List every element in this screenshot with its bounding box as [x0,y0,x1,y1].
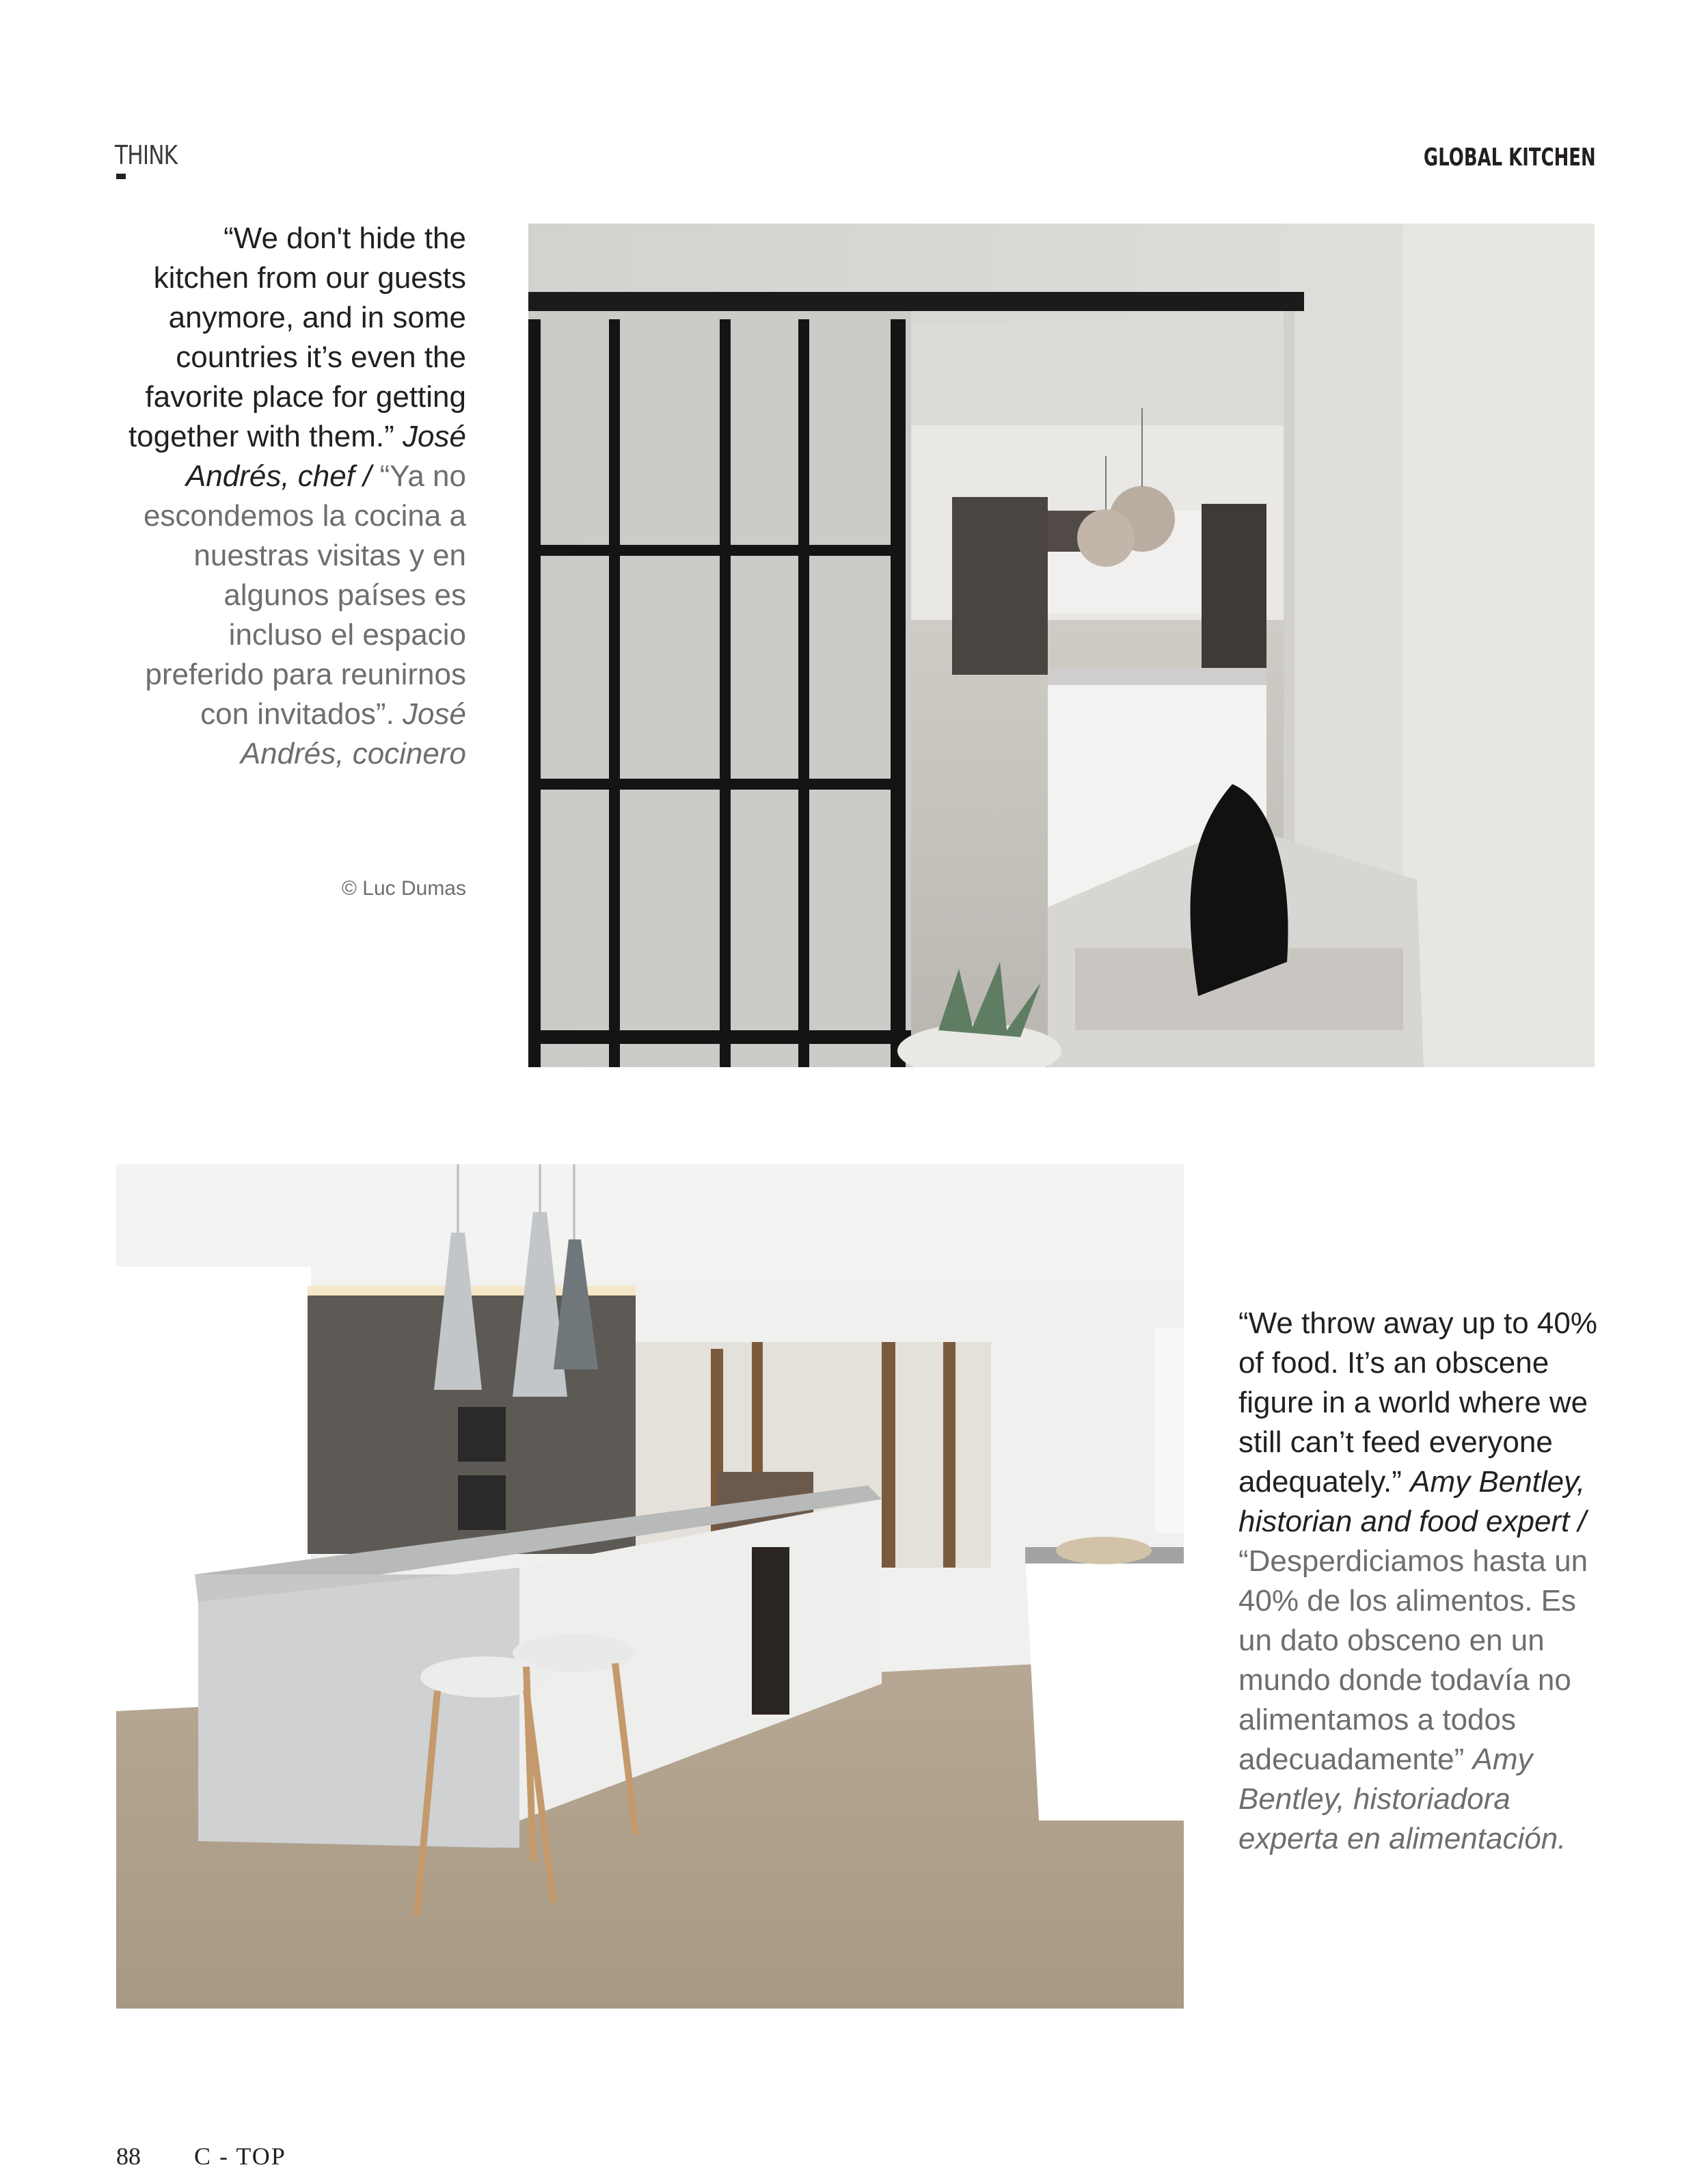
quote-spanish-text: “Desperdiciamos hasta un 40% de los alimentos. Es un dato obsceno en un mundo donde todavía no alimentamos a todos adecuadamente” [1238,1544,1588,1776]
kitchen-island-photo [116,1164,1184,2009]
quote-english-text: “We don't hide the kitchen from our guests anymore, and in some countries it’s even the favorite place for getting together with them.” [128,222,466,453]
page-number: 88 [116,2143,141,2170]
section-marker [116,174,126,179]
pull-quote-jose-andres [123,219,466,774]
kitchen-glass-door-photo [528,224,1595,1067]
section-label: THINK [115,140,178,170]
magazine-name: C - TOP [194,2143,286,2170]
quote-spanish-author: José Andrés, cocinero [240,697,466,770]
pull-quote-amy-bentley [1238,1304,1608,1859]
quote-spanish-text: “Ya no escondemos la cocina a nuestras visitas y en algunos países es incluso el espacio preferido para reunirnos con invitados”. [143,459,466,731]
quote-english-author: José Andrés, chef / [185,420,466,493]
running-title: GLOBAL KITCHEN [1424,144,1596,172]
quote-spanish-author: Amy Bentley, historiadora experta en alimentación. [1238,1743,1567,1855]
quote-english-text: “We throw away up to 40% of food. It’s an obscene figure in a world where we still can’t feed everyone adequately.” [1238,1306,1597,1499]
photo-credit: © Luc Dumas [341,877,466,900]
quote-english-author: Amy Bentley, historian and food expert / [1238,1465,1586,1538]
